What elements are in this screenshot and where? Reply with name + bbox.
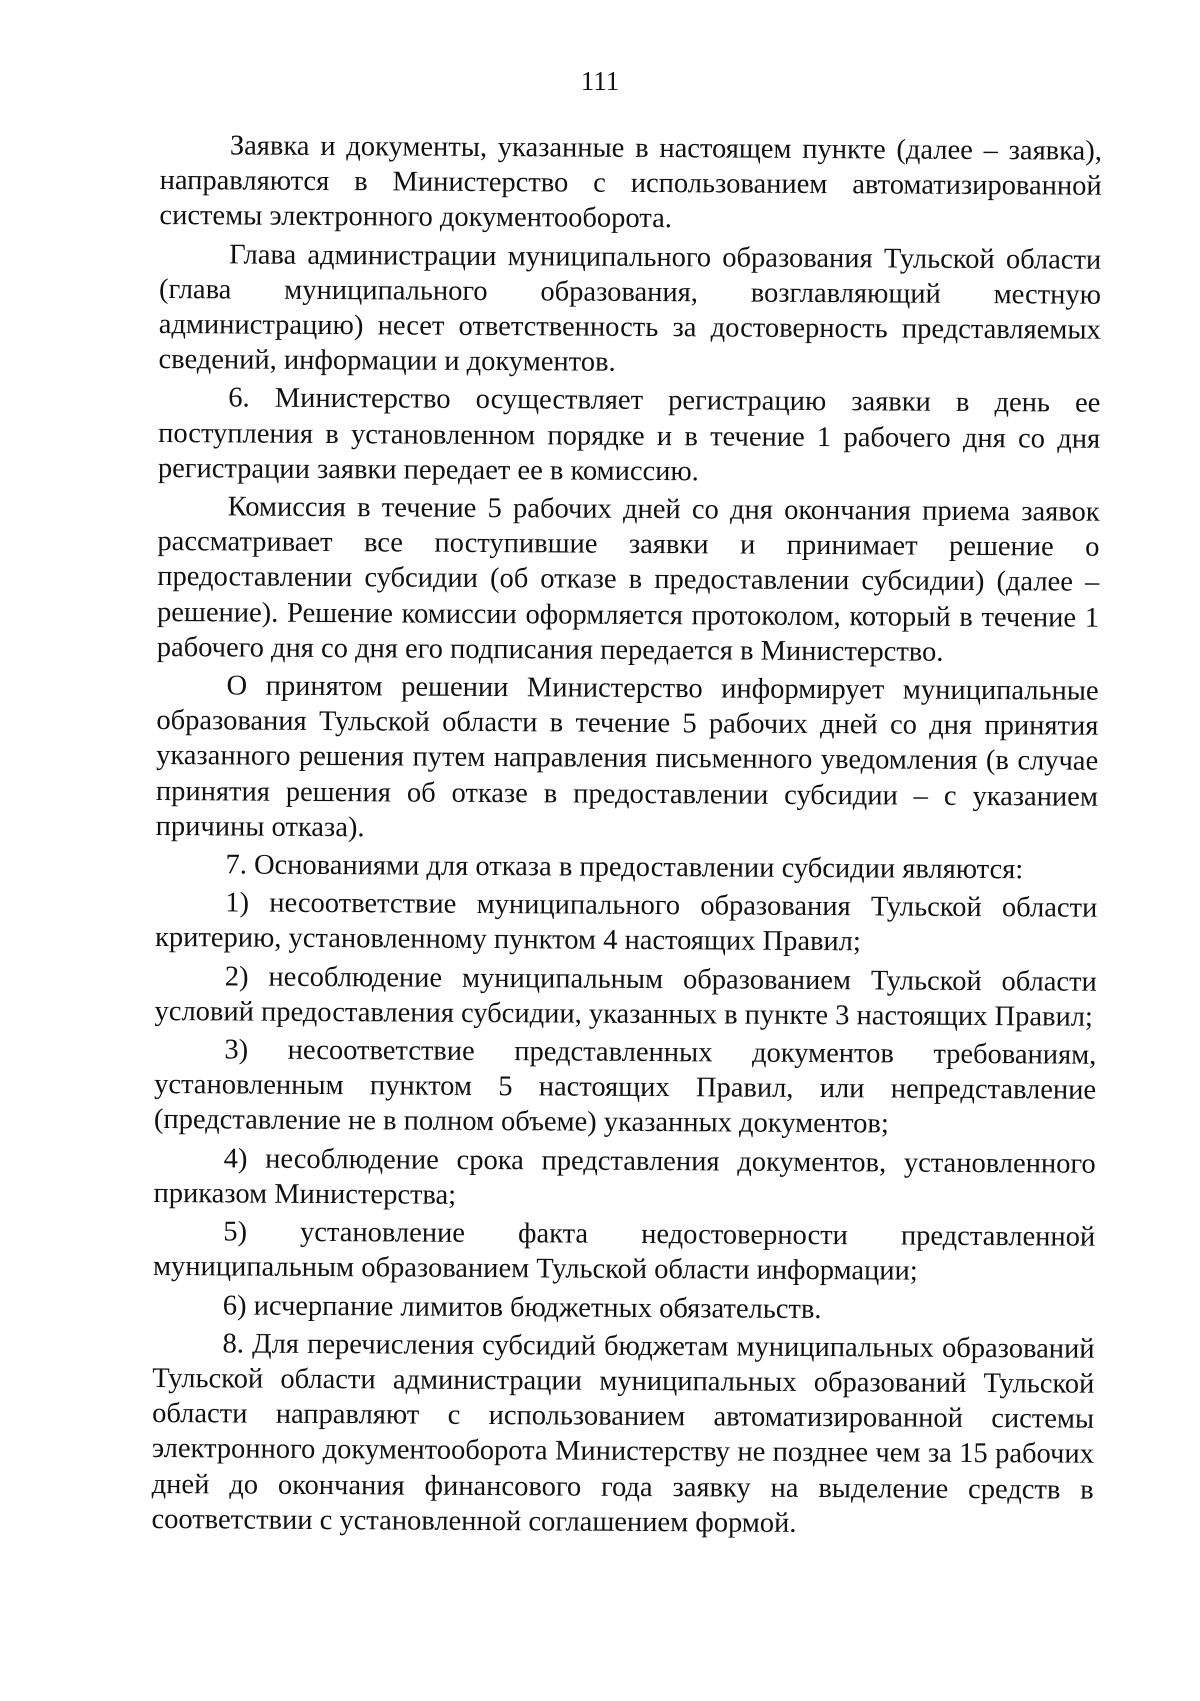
list-item-refusal-5: 5) установление факта недостоверности представленной муниципальным образованием Тульской области информации;: [152, 1216, 1096, 1287]
paragraph-commission-review: Комиссия в течение 5 рабочих дней со дня окончания приема заявок рассматривает все поступившие заявки и принимает решение о предоставлении субсидии (об отказе в предоставлении субсидии) (далее – решение). Решение комиссии оформляется протоколом, который в течение 1 рабочего дня со дня его подписания передается в Министерство.: [156, 491, 1100, 668]
list-item-refusal-4: 4) несоблюдение срока представления документов, установленного приказом Министерства;: [153, 1143, 1096, 1211]
paragraph-item-7-refusal-grounds: 7. Основаниями для отказа в предоставлении субсидии являются:: [225, 849, 1024, 886]
paragraph-application-submission: Заявка и документы, указанные в настоящем пункте (далее – заявка), направляются в Министерство с использованием автоматизированной системы электронного документооборота.: [159, 130, 1102, 235]
paragraph-item-6-registration: 6. Министерство осуществляет регистрацию заявки в день ее поступления в установленном порядке и в течение 1 рабочего дня со дня регистрации заявки передает ее в комиссию.: [157, 382, 1101, 488]
paragraph-item-8-transfer-request: 8. Для перечисления субсидий бюджетам муниципальных образований Тульской области администрации муниципальных образований Тульской области направляют с использованием автоматизированной системы электронного документооборота Министерству не позднее чем за 15 рабочих дней до окончания финансового года заявку на выделение средств в соответствии с установленной соглашением формой.: [151, 1328, 1095, 1539]
page-number: 111: [580, 66, 620, 96]
list-item-refusal-3: 3) несоответствие представленных документов требованиям, установленным пунктом 5 настоящих Правил, или непредставление (представление не в полном объеме) указанных документов;: [153, 1034, 1097, 1140]
list-item-refusal-1: 1) несоответствие муниципального образования Тульской области критерию, установленному пунктом 4 настоящих Правил;: [154, 887, 1098, 958]
document-body: [151, 128, 1102, 1546]
paragraph-head-responsibility: Глава администрации муниципального образования Тульской области (глава муниципального образования, возглавляющий местную администрацию) несет ответственность за достоверность представляемых сведений, информации и документов.: [158, 239, 1102, 379]
list-item-refusal-6: 6) исчерпание лимитов бюджетных обязательств.: [222, 1289, 822, 1325]
paragraph-decision-notification: О принятом решении Министерство информирует муниципальные образования Тульской области в течение 5 рабочих дней со дня принятия указанного решения путем направления письменного уведомления (в случае принятия решения об отказе в предоставлении субсидии – с указанием причины отказа).: [155, 670, 1099, 844]
list-item-refusal-2: 2) несоблюдение муниципальным образованием Тульской области условий предоставления субсидии, указанных в пункте 3 настоящих Правил;: [154, 961, 1097, 1033]
